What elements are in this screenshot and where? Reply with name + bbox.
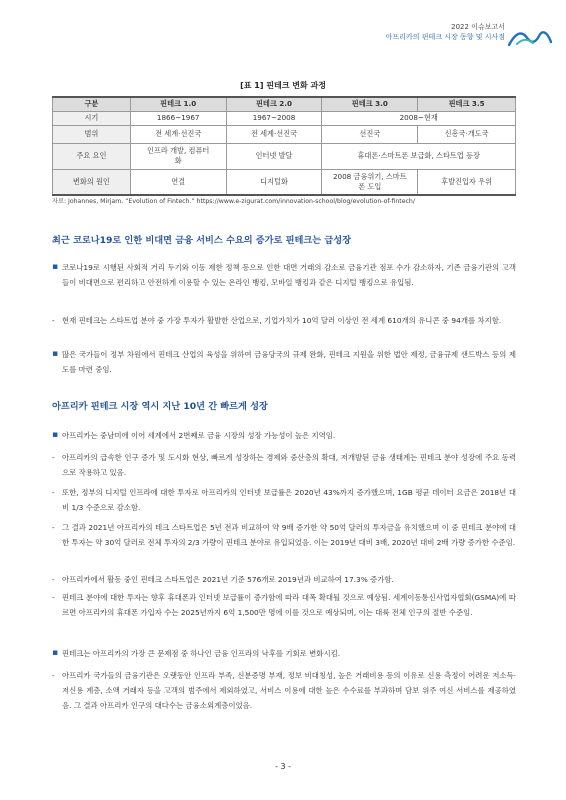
fintech-evolution-table [52,96,516,196]
table-cell: 인프라 개발, 컴퓨터화 [130,143,226,169]
table-cell: 전 세계·선진국 [130,125,226,143]
table-row [53,111,516,125]
paragraph-text: 아프리카는 중남미에 이어 세계에서 2번째로 금융 시장의 성장 가능성이 높은 지역임. [62,431,336,440]
table-row [53,169,516,195]
section-title: 최근 코로나19로 인한 비대면 금융 서비스 수요의 증가로 핀테크는 급성장 [52,235,351,246]
dash-mark: - [52,316,55,325]
row-label: 주요 요인 [53,143,131,169]
list-item [52,428,516,443]
list-item [52,260,516,290]
table-cell: 2008 금융위기, 스마트폰 도입 [322,169,418,195]
table-cell: 인터넷 발달 [226,143,322,169]
bullet-icon: ▪ [52,648,59,658]
table-cell: 1866~1967 [130,111,226,125]
list-item [52,313,516,328]
list-item [52,347,516,377]
mountain-logo-icon [508,26,552,48]
bullet-icon: ▪ [52,349,59,359]
column-header: 핀테크 2.0 [226,97,322,111]
paragraph-text: 아프리카 국가들의 금융기관은 오랫동안 인프라 부족, 신분증명 부재, 정보 비대칭성, 높은 거래비용 등의 이유로 신용 측정이 어려운 저소득·저신용 계층, 소액 거래자 등을 고객의 범주에서 제외하였고, 서비스 이용에 대한 높은 수수료를 부과하며 담보 위주 여신 서비스를 제공하였음. 그 결과 아프리카 인구의 대다수는 금융소외계층이었음. [62,671,516,710]
bullet-icon: ▪ [52,430,59,440]
paragraph-text: 많은 국가들이 정부 차원에서 핀테크 산업의 육성을 위하여 금융당국의 규제 완화, 핀테크 지원을 위한 법안 제정, 금융규제 샌드박스 등의 제도를 마련 중임. [62,350,516,374]
table-row [53,143,516,169]
table-header-row [53,97,516,111]
paragraph-text: 또한, 정부의 디지털 인프라에 대한 투자로 아프리카의 인터넷 보급률은 2020년 43%까지 증가했으며, 1GB 평균 데이터 요금은 2018년 대비 1/3 수준으로 감소함. [62,488,516,512]
table-cell: 2008~현재 [322,111,516,125]
list-item [52,646,516,661]
column-header: 핀테크 3.0 [322,97,418,111]
table-caption: [표 1] 핀테크 변화 과정 [240,81,326,90]
row-label: 변화의 원인 [53,169,131,195]
report-subtitle: 아프리카의 핀테크 시장 동향 및 시사점 [385,33,505,41]
paragraph-text: 핀테크 분야에 대한 투자는 향후 휴대폰과 인터넷 보급률이 증가함에 따라 대폭 확대될 것으로 예상됨. 세계이동통신사업자협회(GSMA)에 따르면 아프리카의 휴대폰 가입자 수는 2025년까지 6억 1,500만 명에 이를 것으로 예상되며, 이는 대륙 전체 인구의 절반 수준임. [62,593,516,617]
column-header: 핀테크 3.5 [418,97,516,111]
dash-mark: - [52,523,55,532]
dash-mark: - [52,671,55,680]
table-cell: 연결 [130,169,226,195]
report-year: 2022 이슈보고서 [451,23,505,31]
table-cell: 신흥국·개도국 [418,125,516,143]
bullet-icon: ▪ [52,262,59,272]
table-cell: 휴대폰·스마트폰 보급화, 스타트업 등장 [322,143,516,169]
report-header [300,22,505,42]
list-item [52,520,516,550]
table-cell: 디지털화 [226,169,322,195]
dash-mark: - [52,488,55,497]
section-title: 아프리카 핀테크 시장 역시 지난 10년 간 빠르게 성장 [52,401,268,412]
paragraph-text: 그 결과 2021년 아프리카의 테크 스타트업은 5년 전과 비교하여 약 9배 증가한 약 50억 달러의 투자금을 유치했으며 이 중 핀테크 분야에 대한 투자는 약 30억 달러로 전체 투자의 2/3 가량이 핀테크 분야로 유입되었음. 이는 2019년 대비 3배, 2020년 대비 2배 가량 증가한 수준임. [62,523,516,547]
list-item [52,668,516,713]
list-item [52,590,516,620]
paragraph-text: 핀테크는 아프리카의 가장 큰 문제점 중 하나인 금융 인프라의 낙후를 기회로 변화시킴. [62,649,341,658]
table-cell: 전 세계·선진국 [226,125,322,143]
dash-mark: - [52,593,55,602]
column-header: 구분 [53,97,131,111]
column-header: 핀테크 1.0 [130,97,226,111]
table-source: 자료: Johannes, Mirjam. “Evolution of Fintech.” https://www.e-zigurat.com/innovation-school/blog/evolution-of-fintech/ [52,198,415,205]
page-number: - 3 - [275,762,291,771]
paragraph-text: 코로나19로 시행된 사회적 거리 두기와 이동 제한 정책 등으로 인한 대면 거래의 감소로 금융기관 점포 수가 감소하자, 기존 금융기관의 고객들이 비대면으로 편리하고 안전하게 이용할 수 있는 온라인 뱅킹, 모바일 뱅킹과 같은 디지털 뱅킹으로 유입됨. [62,263,516,287]
row-label: 범위 [53,125,131,143]
dash-mark: - [52,575,55,584]
list-item [52,572,516,587]
list-item [52,485,516,515]
paragraph-text: 아프리카의 급속한 인구 증가 및 도시화 현상, 빠르게 성장하는 경제와 중산층의 확대, 저개발된 금융 생태계는 핀테크 분야 성장에 주요 동력으로 작용하고 있음. [62,453,516,477]
table-cell: 1967~2008 [226,111,322,125]
table-cell: 후발진입자 우위 [418,169,516,195]
table-cell: 선진국 [322,125,418,143]
dash-mark: - [52,453,55,462]
table-row [53,125,516,143]
list-item [52,450,516,480]
paragraph-text: 현재 핀테크는 스타트업 분야 중 가장 투자가 활발한 산업으로, 기업가치가 10억 달러 이상인 전 세계 610개의 유니콘 중 94개를 차지함. [62,316,502,325]
paragraph-text: 아프리카에서 활동 중인 핀테크 스타트업은 2021년 기준 576개로 2019년과 비교하여 17.3% 증가함. [62,575,394,584]
row-label: 시기 [53,111,131,125]
